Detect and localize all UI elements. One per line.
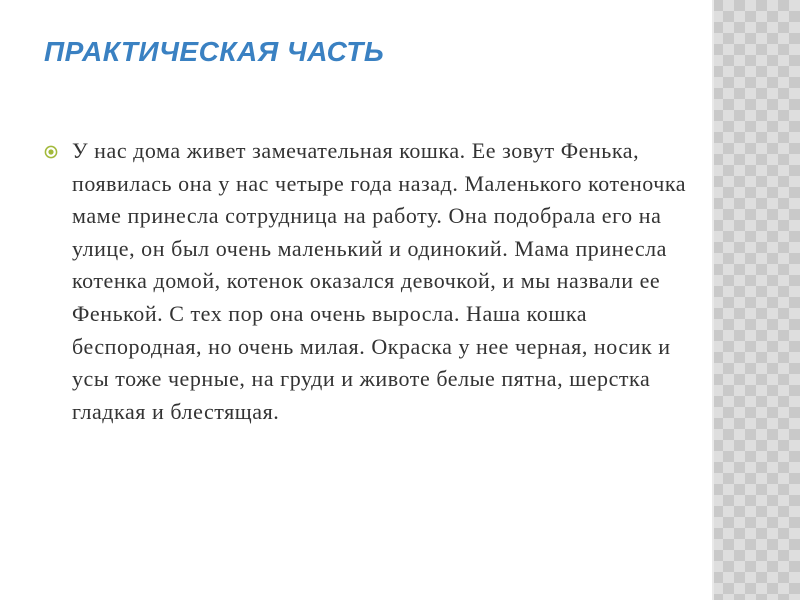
slide-title: ПРАКТИЧЕСКАЯ ЧАСТЬ [44, 36, 385, 67]
slide-content [44, 135, 708, 428]
bullet-item [44, 135, 708, 428]
decorative-side-strip [712, 0, 800, 600]
bullet-text: У нас дома живет замечательная кошка. Ее зовут Фенька, появилась она у нас четыре года назад. Маленького котеночка маме принесла сотрудница на работу. Она подобрала его на улице, он был очень маленький и одинокий. Мама принесла котенка домой, котенок оказался девочкой, и мы назвали ее Фенькой. С тех пор она очень выросла. Наша кошка беспородная, но очень милая. Окраска у нее черная, носик и усы тоже черные, на груди и животе белые пятна, шерстка гладкая и блестящая. [72, 138, 687, 424]
circle-bullet-icon [44, 145, 58, 159]
